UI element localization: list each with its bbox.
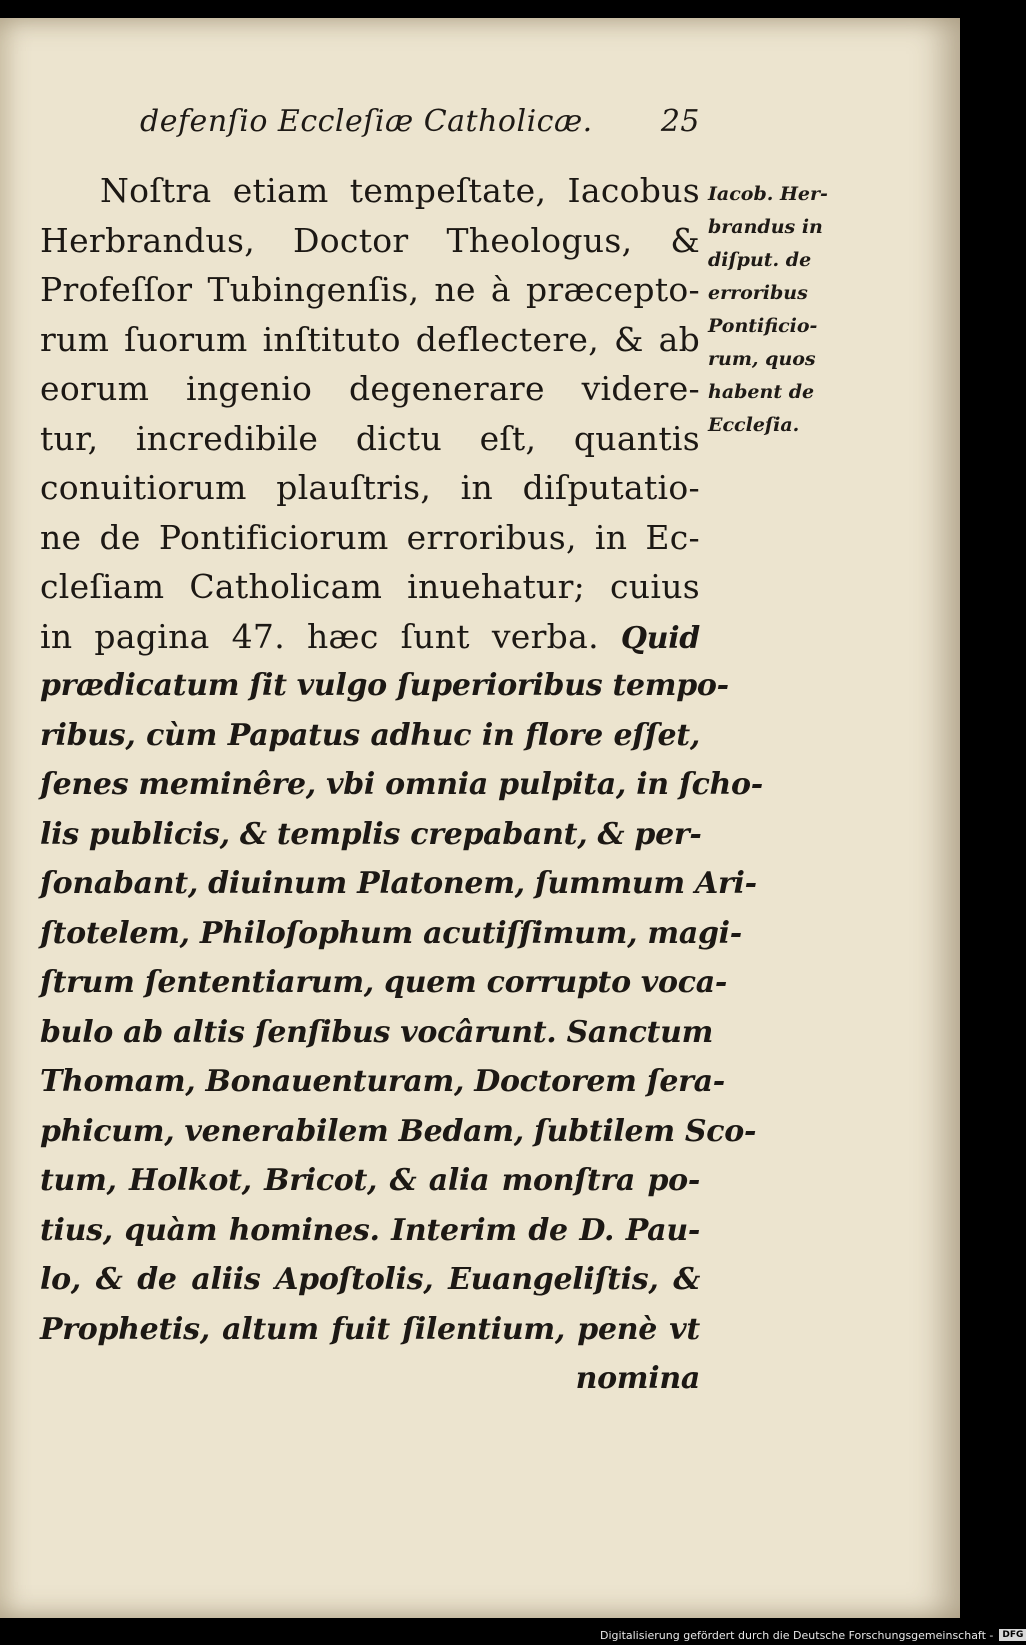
page-number: 25	[660, 104, 700, 139]
text-line: lo, & de aliis Apoſtolis, Euangeliſtis, &	[40, 1262, 700, 1297]
text-line: conuitiorum plauſtris, in diſputatio-	[40, 468, 700, 507]
text-line: prædicatum ſit vulgo ſuperioribus tempo-	[40, 668, 729, 703]
text-line: Thomam, Bonauenturam, Doctorem ſera-	[40, 1064, 725, 1099]
text-line: rum ſuorum inſtituto deflectere, & ab	[40, 319, 700, 359]
text-line: tum, Holkot, Bricot, & alia monſtra po-	[40, 1163, 700, 1198]
text-line: tur, incredibile dictu eſt, quantis	[40, 418, 700, 458]
book-page	[0, 18, 960, 1618]
text-line-roman-part: in pagina 47. hæc ſunt verba.	[40, 616, 599, 656]
text-line: Profeſſor Tubingenſis, ne à præcepto-	[40, 270, 700, 309]
marginal-note-line: habent de	[708, 381, 815, 403]
marginal-note-line: erroribus	[708, 282, 808, 304]
footer-credit: Digitalisierung gefördert durch die Deutsche Forschungsgemeinschaft -	[600, 1628, 994, 1642]
text-line: tius, quàm homines. Interim de D. Pau-	[40, 1212, 700, 1248]
marginal-note-line: diſput. de	[708, 249, 812, 271]
text-line: ribus, cùm Papatus adhuc in flore eſſet,	[40, 717, 700, 753]
running-head-title: defenſio Eccleſiæ Catholicæ.	[140, 104, 593, 139]
marginal-note-line: Iacob. Her-	[708, 183, 828, 205]
text-line: lis publicis, & templis crepabant, & per-	[40, 816, 702, 852]
text-line: Herbrandus, Doctor Theologus, &	[40, 220, 700, 260]
text-line: eorum ingenio degenerare videre-	[40, 369, 700, 408]
dfg-logo: DFG	[999, 1629, 1026, 1641]
marginal-note-line: Eccleſia.	[708, 414, 800, 436]
catchword: nomina	[575, 1361, 700, 1396]
text-line: ſtrum ſententiarum, quem corrupto voca-	[40, 965, 728, 1000]
text-line: ne de Pontificiorum erroribus, in Ec-	[40, 517, 700, 557]
text-line: cleſiam Catholicam inuehatur; cuius	[40, 567, 700, 606]
marginal-note-line: rum, quos	[708, 348, 816, 370]
text-line: ſonabant, diuinum Platonem, ſummum Ari-	[40, 866, 757, 901]
text-line: ſtotelem, Philoſophum acutiſſimum, magi-	[40, 915, 742, 951]
text-line: ſenes meminêre, vbi omnia pulpita, in ſcho-	[40, 767, 763, 802]
footer-bar	[600, 1627, 1026, 1643]
marginal-note-line: Pontificio-	[708, 315, 818, 337]
text-line: Prophetis, altum fuit ſilentium, penè vt	[40, 1311, 700, 1347]
text-line: phicum, venerabilem Bedam, ſubtilem Sco-	[40, 1113, 757, 1149]
marginal-note-line: brandus in	[708, 216, 823, 238]
marginal-note	[708, 178, 848, 442]
text-line-italic-part: Quid	[620, 620, 700, 656]
text-line: bulo ab altis ſenſibus vocârunt. Sanctum	[40, 1014, 714, 1050]
text-line: Noſtra etiam tempeſtate, Iacobus	[100, 171, 700, 210]
text-line	[40, 612, 700, 662]
